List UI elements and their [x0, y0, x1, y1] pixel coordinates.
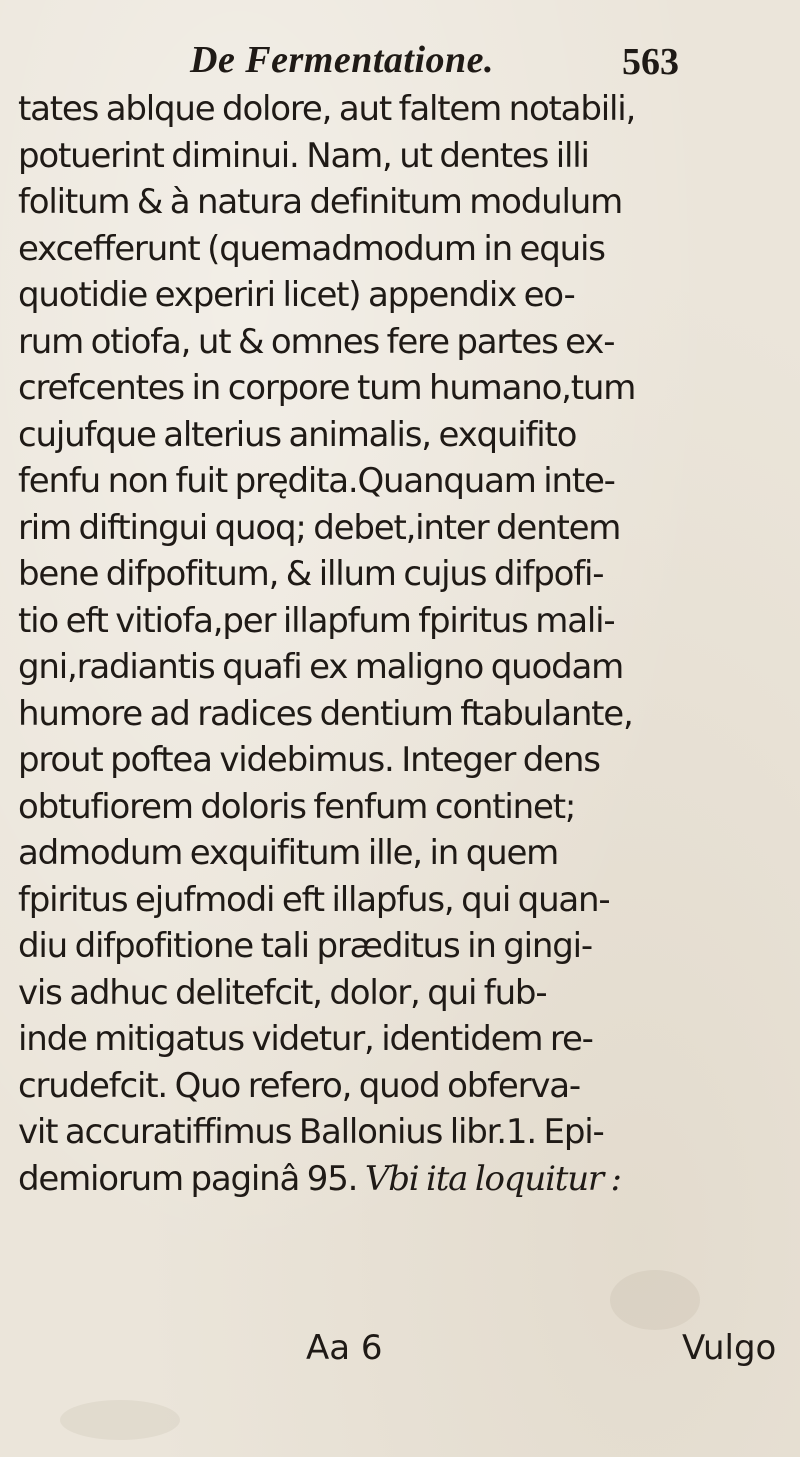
- text-line: tates ablque dolore, aut faltem notabili,: [18, 89, 636, 129]
- text-line: inde mitigatus videtur, identidem re-: [18, 1019, 593, 1059]
- text-line: cujufque alterius animalis, exquifito: [18, 414, 577, 455]
- italic-quote-intro: Vbi ita loquitur :: [364, 1158, 621, 1199]
- text-line: quotidie experiri licet) appendix eo-: [18, 275, 575, 315]
- catchword: Vulgo: [682, 1328, 777, 1368]
- text-line: prout poftea videbimus. Integer dens: [18, 740, 600, 780]
- text-line: rum otiofa, ut & omnes fere partes ex-: [18, 321, 615, 362]
- paper-stain: [610, 1270, 700, 1330]
- text-line: vit accuratiffimus Ballonius libr.1. Epi-: [18, 1112, 604, 1152]
- text-line: obtufiorem doloris fenfum continet;: [18, 786, 576, 827]
- paper-stain: [60, 1400, 180, 1440]
- running-title: De Fermentatione.: [190, 39, 495, 81]
- text-line: fenfu non fuit prędita.Quanquam inte-: [18, 461, 615, 501]
- text-line: admodum exquifitum ille, in quem: [18, 833, 559, 873]
- text-line: fpiritus ejufmodi eft illapfus, qui quan-: [18, 879, 610, 920]
- page-footer: [0, 1325, 800, 1371]
- page-number: 563: [622, 41, 679, 83]
- text-line: excefferunt (quemadmodum in equis: [18, 228, 605, 269]
- text-line: humore ad radices dentium ftabulante,: [18, 693, 633, 734]
- text-line-last: [18, 1156, 800, 1203]
- text-line: potuerint diminui. Nam, ut dentes illi: [18, 135, 589, 176]
- last-line-lead: demiorum paginâ 95.: [18, 1158, 358, 1199]
- text-line: rim diftingui quoq; debet,inter dentem: [18, 507, 621, 548]
- text-line: bene difpofitum, & illum cujus difpofi-: [18, 554, 604, 594]
- signature-mark: Aa 6: [306, 1328, 383, 1368]
- text-line: vis adhuc delitefcit, dolor, qui fub-: [18, 972, 547, 1013]
- text-line: gni,radiantis quafi ex maligno quodam: [18, 647, 624, 687]
- text-line: crudefcit. Quo refero, quod obferva-: [18, 1065, 580, 1106]
- text-body: [18, 86, 800, 1202]
- text-line: folitum & à natura definitum modulum: [18, 182, 623, 222]
- text-line: tio eft vitiofa,per illapfum fpiritus mali-: [18, 600, 615, 641]
- text-line: diu difpofitione tali præditus in gingi-: [18, 926, 592, 966]
- text-line: crefcentes in corpore tum humano,tum: [18, 368, 636, 408]
